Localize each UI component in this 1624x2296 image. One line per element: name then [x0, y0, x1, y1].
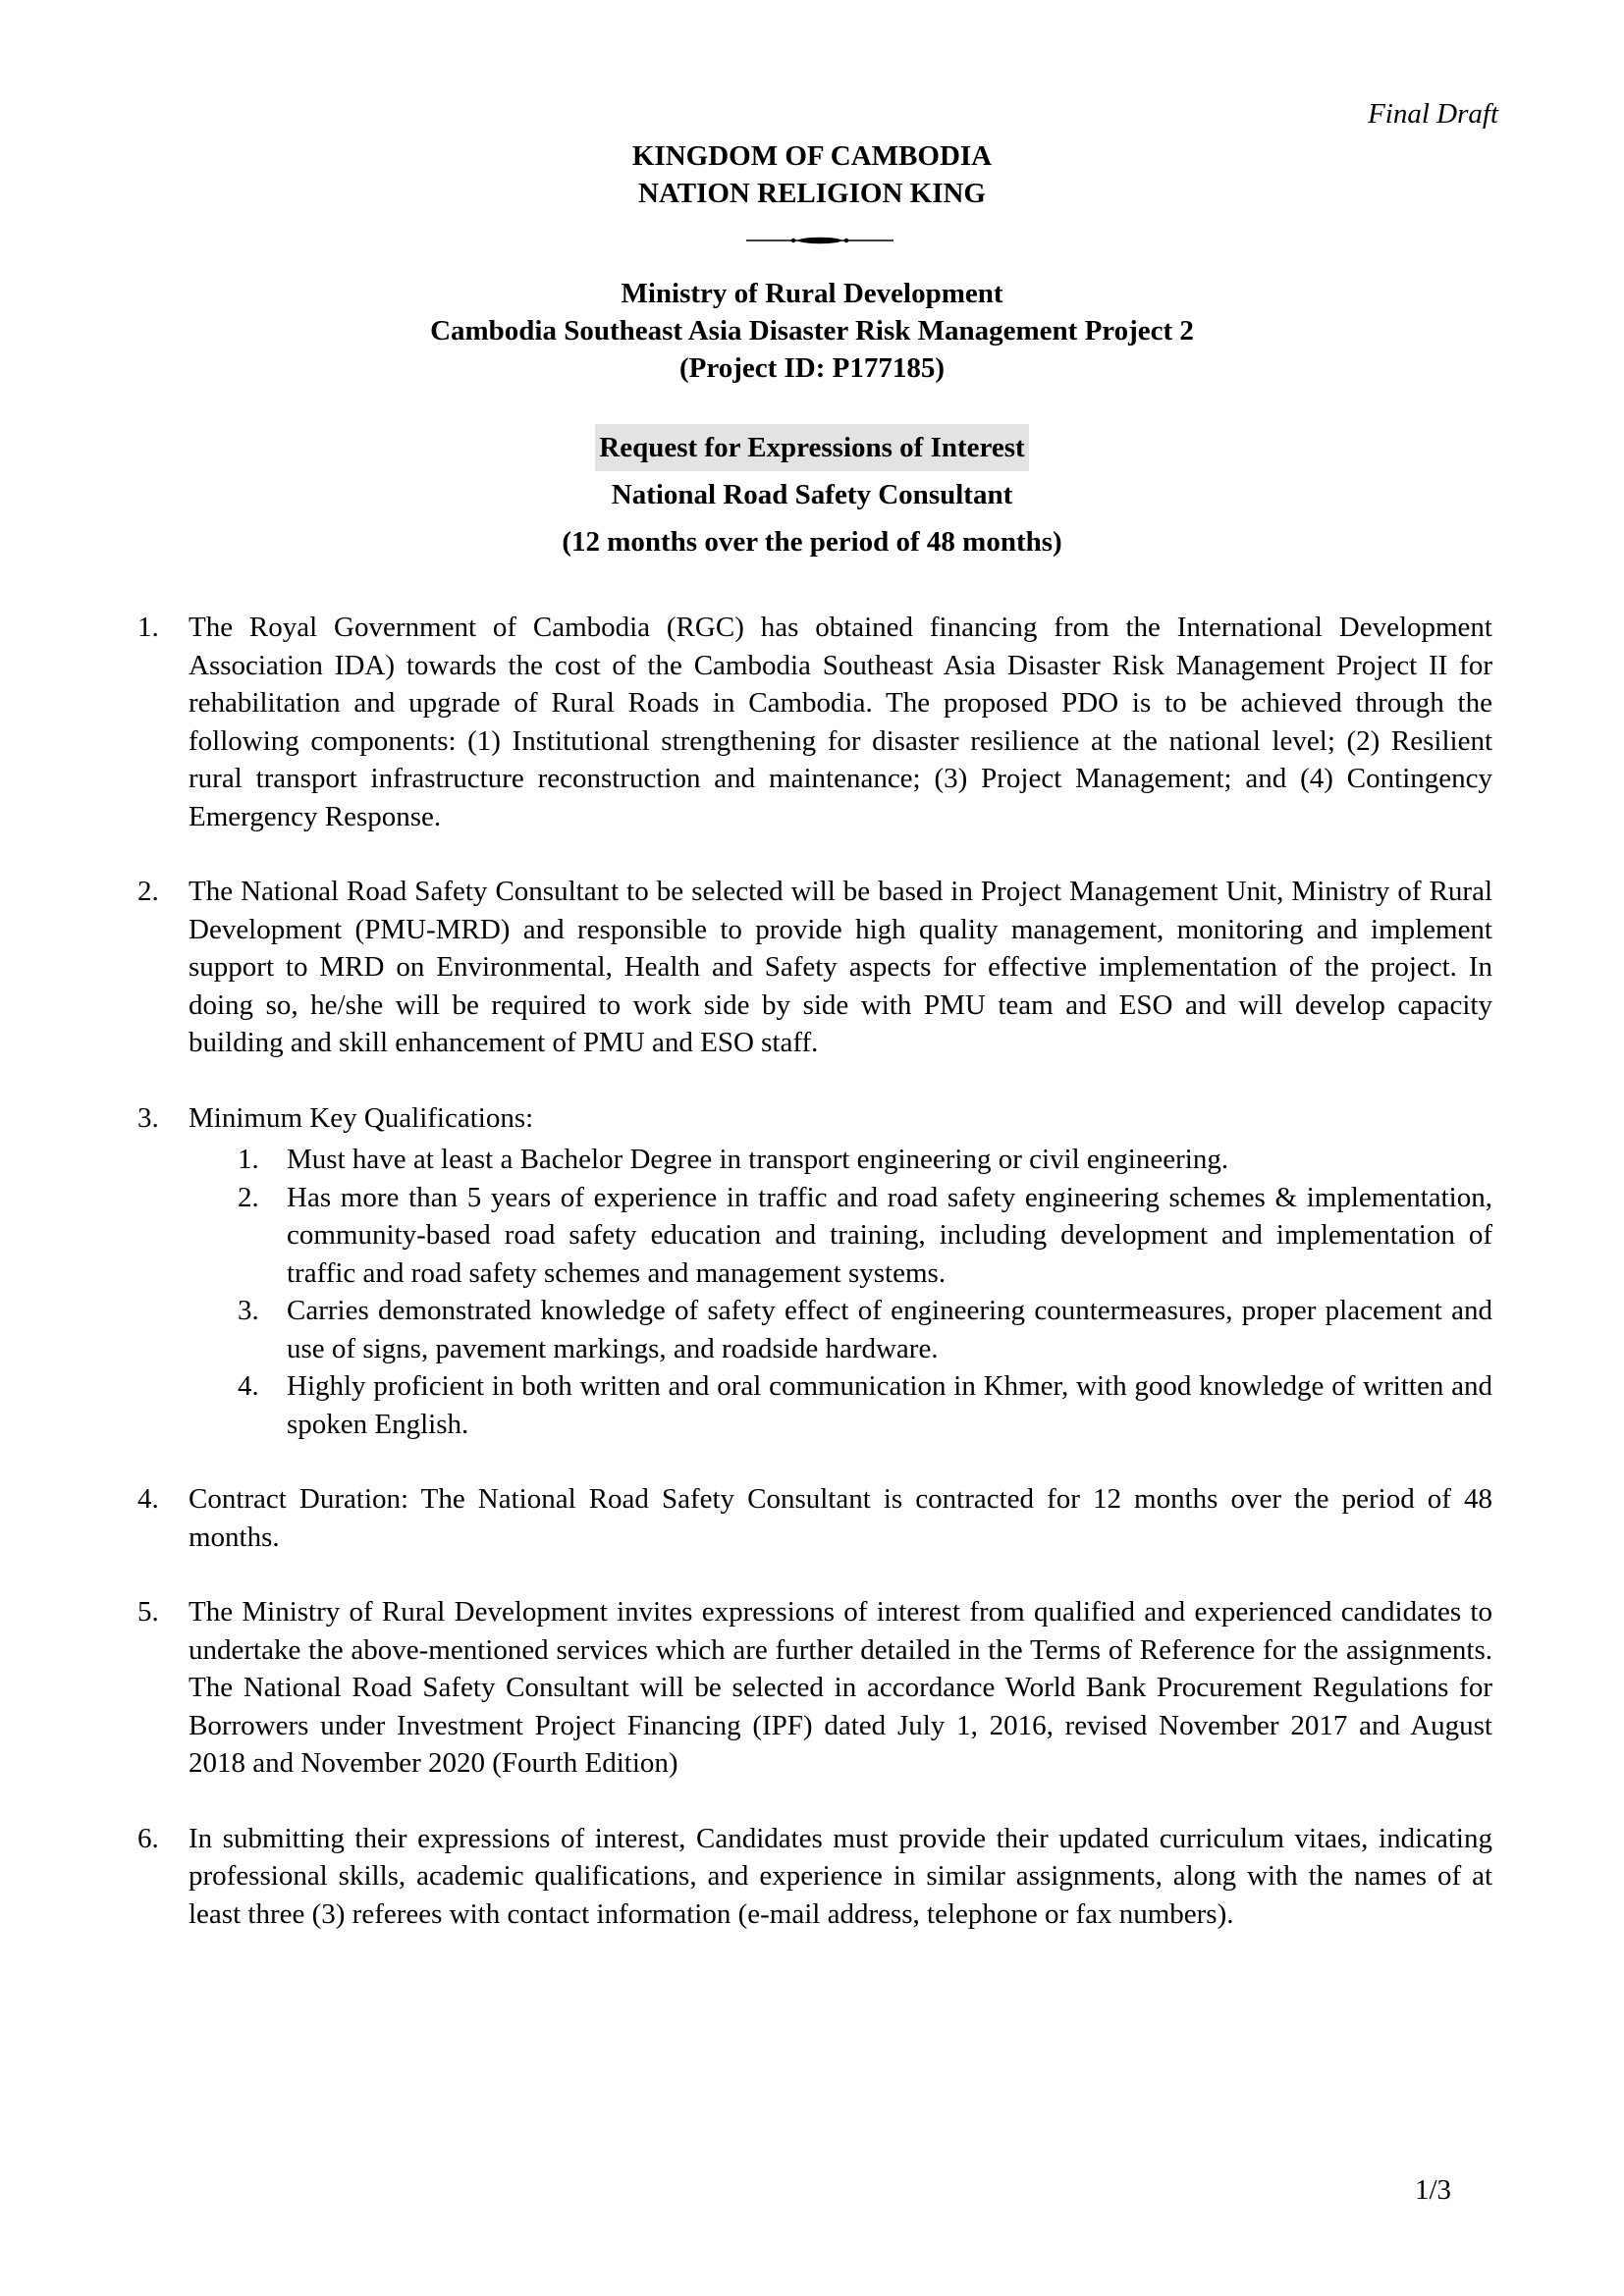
draft-label: Final Draft — [1368, 98, 1498, 130]
qualification-text: Carries demonstrated knowledge of safety effect of engineering countermeasures, proper placement and use of signs, pavement markings, and roadside hardware. — [287, 1295, 1492, 1364]
page-number: 1/3 — [1414, 2174, 1451, 2206]
item-text: The National Road Safety Consultant to be selected will be based in Project Management Unit, Ministry of Rural Development (PMU-MRD) and responsible to provide high quality management, monitoring and implement support to MRD on Environmental, Health and Safety aspects for effective implementation of the project. In doing so, he/she will be required to work side by side with PMU team and ESO and will develop capacity building and skill enhancement of PMU and ESO staff. — [189, 876, 1492, 1058]
qualification-item — [238, 1367, 1492, 1443]
list-item — [137, 1480, 1492, 1556]
item-text: In submitting their expressions of interest, Candidates must provide their updated curriculum vitaes, indicating professional skills, academic qualifications, and experience in similar assignments, along with the names of at least three (3) referees with contact information (e-mail address, telephone or fax numbers). — [189, 1822, 1492, 1930]
qualification-number: 4. — [238, 1370, 259, 1402]
item-number: 3. — [137, 1101, 159, 1134]
project-title: Cambodia Southeast Asia Disaster Risk Management Project 2 — [430, 315, 1194, 347]
ministry-heading — [0, 275, 1624, 387]
qualification-item — [238, 1141, 1492, 1179]
item-text: The Royal Government of Cambodia (RGC) has obtained financing from the International Development Association IDA) towards the cost of the Cambodia Southeast Asia Disaster Risk Management Project II for rehabilitation and upgrade of Rural Roads in Cambodia. The proposed PDO is to be achieved through the following components: (1) Institutional strengthening for disaster resilience at the national level; (2) Resilient rural transport infrastructure reconstruction and maintenance; (3) Project Management; and (4) Contingency Emergency Response. — [189, 612, 1492, 832]
item-text: Contract Duration: The National Road Safety Consultant is contracted for 12 months over the period of 48 months. — [189, 1483, 1492, 1553]
qualification-text: Highly proficient in both written and oral communication in Khmer, with good knowledge of written and spoken English. — [287, 1370, 1492, 1440]
qualification-number: 2. — [238, 1181, 259, 1213]
qualification-text: Must have at least a Bachelor Degree in transport engineering or civil engineering. — [287, 1144, 1229, 1175]
qualification-number: 1. — [238, 1144, 259, 1175]
national-heading — [0, 137, 1624, 212]
item-number: 1. — [137, 612, 159, 643]
item-number: 6. — [137, 1822, 159, 1854]
rfq-numbered-list — [137, 609, 1492, 1970]
qualification-number: 3. — [238, 1295, 259, 1326]
request-title: Request for Expressions of Interest — [595, 424, 1028, 471]
list-item — [137, 609, 1492, 835]
kingdom-title: KINGDOM OF CAMBODIA — [631, 140, 993, 172]
list-item — [137, 1820, 1492, 1934]
item-number: 2. — [137, 876, 159, 907]
motto-title: NATION RELIGION KING — [638, 178, 986, 209]
qualification-item — [238, 1292, 1492, 1367]
ministry-title: Ministry of Rural Development — [621, 278, 1003, 309]
list-item — [137, 1099, 1492, 1444]
item-number: 5. — [137, 1596, 159, 1628]
duration-subtitle: (12 months over the period of 48 months) — [562, 526, 1062, 558]
qualification-text: Has more than 5 years of experience in traffic and road safety engineering schemes & implementation, community-based road safety education and training, including development and implementation of traffic and road safety schemes and management systems. — [287, 1181, 1492, 1289]
list-item — [137, 873, 1492, 1062]
qualification-item — [238, 1179, 1492, 1293]
item-number: 4. — [137, 1483, 159, 1515]
position-title: National Road Safety Consultant — [611, 479, 1013, 510]
item-text: The Ministry of Rural Development invites expressions of interest from qualified and experienced candidates to undertake the above-mentioned services which are further detailed in the Terms of Reference for the assignments. The National Road Safety Consultant will be selected in accordance World Bank Procurement Regulations for Borrowers under Investment Project Financing (IPF) dated July 1, 2016, revised November 2017 and August 2018 and November 2020 (Fourth Edition) — [189, 1596, 1492, 1779]
qualifications-list — [189, 1141, 1492, 1443]
project-id: (Project ID: P177185) — [678, 352, 946, 384]
list-item — [137, 1593, 1492, 1783]
item-text: Minimum Key Qualifications: — [189, 1101, 534, 1134]
request-heading — [0, 424, 1624, 565]
ornament-divider-icon — [746, 236, 893, 245]
